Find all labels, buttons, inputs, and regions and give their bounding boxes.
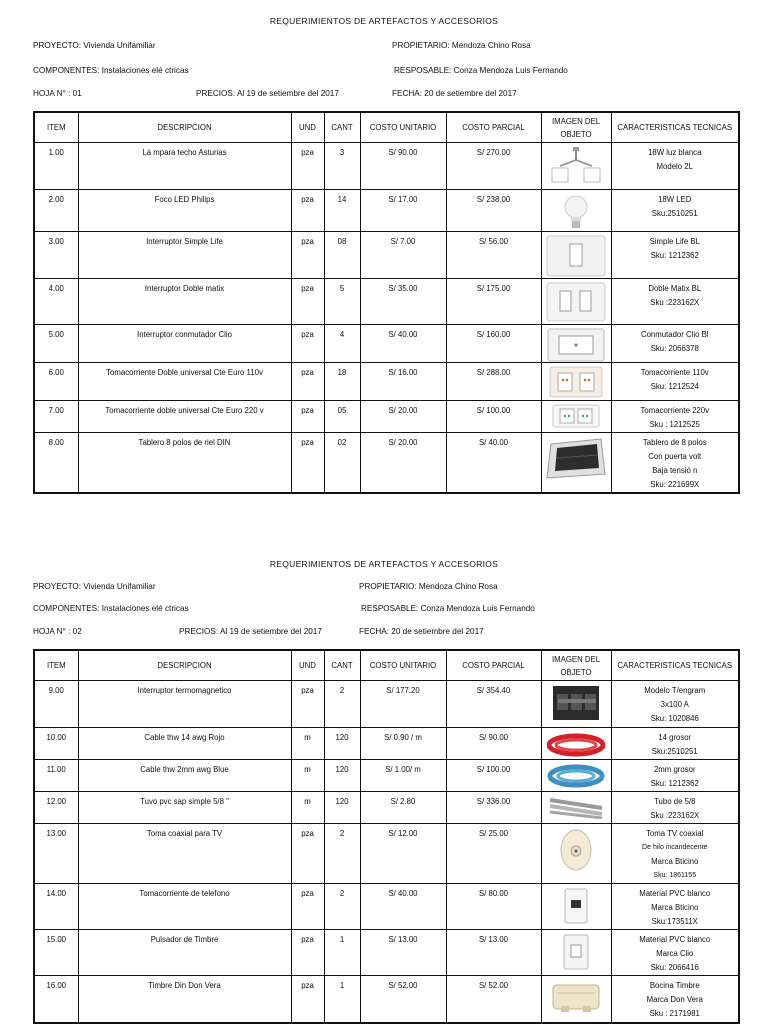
- spec-line: Tablero de 8 polos: [642, 437, 707, 447]
- spec-line: Sku: 2066416: [650, 962, 699, 972]
- spec-line: Bocina Timbre: [649, 980, 700, 990]
- header-object-image: IMAGEN DEL OBJETO: [541, 112, 611, 142]
- spec-line: Sku : 1212525: [649, 419, 700, 429]
- specs-cell: [611, 680, 739, 727]
- spec-line: Marca Bticino: [651, 856, 699, 866]
- item-cell: 15.00: [34, 929, 78, 975]
- description-cell: Interruptor conmutador Clio: [78, 324, 291, 362]
- table-row: [34, 929, 739, 975]
- header-partial-cost: COSTO PARCIAL: [446, 650, 541, 680]
- spec-line: Sku:2510251: [651, 746, 698, 756]
- spec-line: Sku :223162X: [650, 297, 700, 307]
- item-cell: 6.00: [34, 362, 78, 400]
- quantity-cell: 3: [324, 142, 360, 189]
- unit-cell: pza: [291, 883, 324, 929]
- components-field: COMPONENTES: Instalaciones elé ctricas: [33, 604, 189, 613]
- spec-line: Tubo de 5/8: [654, 796, 696, 806]
- pvc-pipe-image: [541, 791, 611, 823]
- owner-field: PROPIETARIO: Mendoza Chino Rosa: [392, 41, 531, 50]
- description-cell: Foco LED Philips: [78, 189, 291, 231]
- unit-cell: pza: [291, 231, 324, 278]
- partial-cost-cell: S/ 90.00: [446, 727, 541, 759]
- requirements-table: [33, 649, 740, 1024]
- description-cell: Tomacorriente de telefono: [78, 883, 291, 929]
- table-row: [34, 759, 739, 791]
- coaxial-outlet-image: [541, 823, 611, 883]
- sheet-title: REQUERIMIENTOS DE ARTEFACTOS Y ACCESORIOS: [269, 16, 499, 26]
- project-field: PROYECTO: Vivienda Unifamiliar: [33, 582, 156, 591]
- spec-line: Sku: 1212362: [650, 250, 699, 260]
- doorbell-chime-image: [541, 975, 611, 1023]
- spec-line: 14 grosor: [658, 732, 692, 742]
- unit-cell: m: [291, 791, 324, 823]
- header-item: ITEM: [34, 650, 78, 680]
- unit-cell: pza: [291, 929, 324, 975]
- specs-cell: [611, 727, 739, 759]
- description-cell: Tomacorriente Doble universal Cte Euro 110v: [78, 362, 291, 400]
- specs-cell: [611, 823, 739, 883]
- blue-cable-image: [541, 759, 611, 791]
- spec-line: Modelo T/engram: [644, 685, 706, 695]
- unit-cell: pza: [291, 400, 324, 432]
- spec-line: 18W luz blanca: [648, 147, 702, 157]
- header-unit: UND: [291, 112, 324, 142]
- spec-line: Marca Clio: [656, 948, 694, 958]
- sheet-number-field: HOJA N° : 02: [33, 627, 82, 636]
- unit-cell: m: [291, 727, 324, 759]
- spec-line: De hilo incandecente: [642, 843, 708, 851]
- unit-cost-cell: S/ 40.00: [360, 883, 446, 929]
- partial-cost-cell: S/ 160.00: [446, 324, 541, 362]
- spec-line: Sku :223162X: [650, 810, 700, 820]
- description-cell: Tablero 8 polos de riel DIN: [78, 432, 291, 493]
- spec-line: Marca Don Vera: [646, 994, 703, 1004]
- spec-line: Simple Life BL: [649, 236, 700, 246]
- spec-line: Con puerta volt: [648, 451, 702, 461]
- date-field: FECHA: 20 de setiembre del 2017: [359, 627, 484, 636]
- red-cable-image: [541, 727, 611, 759]
- partial-cost-cell: S/ 288.00: [446, 362, 541, 400]
- phone-outlet-image: [541, 883, 611, 929]
- partial-cost-cell: S/ 40.00: [446, 432, 541, 493]
- partial-cost-cell: S/ 336.00: [446, 791, 541, 823]
- partial-cost-cell: S/ 238.00: [446, 189, 541, 231]
- spec-line: 2mm grosor: [653, 764, 696, 774]
- spec-line: Tomacorriente 110v: [640, 367, 709, 377]
- description-cell: Tuvo pvc sap simple 5/8 ": [78, 791, 291, 823]
- item-cell: 16.00: [34, 975, 78, 1023]
- quantity-cell: 5: [324, 278, 360, 324]
- unit-cost-cell: S/ 177.20: [360, 680, 446, 727]
- unit-cost-cell: S/ 0.90 / m: [360, 727, 446, 759]
- table-row: [34, 680, 739, 727]
- spec-line: Sku:2510251: [651, 208, 698, 218]
- partial-cost-cell: S/ 354.40: [446, 680, 541, 727]
- partial-cost-cell: S/ 56.00: [446, 231, 541, 278]
- unit-cell: pza: [291, 432, 324, 493]
- item-cell: 3.00: [34, 231, 78, 278]
- quantity-cell: 120: [324, 727, 360, 759]
- sheet-number-field: HOJA N° : 01: [33, 89, 82, 98]
- spec-line: Toma TV coaxial: [646, 828, 704, 838]
- table-row: [34, 883, 739, 929]
- unit-cost-cell: S/ 20.00: [360, 400, 446, 432]
- item-cell: 1.00: [34, 142, 78, 189]
- quantity-cell: 02: [324, 432, 360, 493]
- unit-cell: pza: [291, 278, 324, 324]
- header-unit-cost: COSTO UNITARIO: [360, 650, 446, 680]
- partial-cost-cell: S/ 25.00: [446, 823, 541, 883]
- quantity-cell: 2: [324, 883, 360, 929]
- project-field: PROYECTO: Vivienda Unifamiliar: [33, 41, 156, 50]
- description-cell: Cable thw 2mm awg Blue: [78, 759, 291, 791]
- header-description: DESCRIPCION: [78, 112, 291, 142]
- partial-cost-cell: S/ 13.00: [446, 929, 541, 975]
- description-cell: Interruptor Doble matix: [78, 278, 291, 324]
- responsible-field: RESPOSABLE: Conza Mendoza Luis Fernando: [394, 66, 568, 75]
- table-row: [34, 823, 739, 883]
- description-cell: Tomacorriente doble universal Cte Euro 220 v: [78, 400, 291, 432]
- unit-cost-cell: S/ 20.00: [360, 432, 446, 493]
- header-unit: UND: [291, 650, 324, 680]
- spec-line: 18W LED: [658, 194, 692, 204]
- item-cell: 13.00: [34, 823, 78, 883]
- unit-cost-cell: S/ 90.00: [360, 142, 446, 189]
- unit-cell: pza: [291, 975, 324, 1023]
- partial-cost-cell: S/ 80.00: [446, 883, 541, 929]
- spec-line: Baja tensió n: [652, 465, 698, 475]
- spec-line: Sku: 1212362: [650, 778, 699, 788]
- spec-line: 3x100 A: [660, 699, 689, 709]
- header-technical-specs: CARACTERISTICAS TECNICAS: [611, 112, 739, 142]
- item-cell: 8.00: [34, 432, 78, 493]
- spec-line: Doble Matix BL: [648, 283, 702, 293]
- item-cell: 7.00: [34, 400, 78, 432]
- quantity-cell: 18: [324, 362, 360, 400]
- prices-date-field: PRECIOS: Al 19 de setiembre del 2017: [196, 89, 339, 98]
- item-cell: 10.00: [34, 727, 78, 759]
- spec-line: Material PVC blanco: [639, 934, 711, 944]
- unit-cost-cell: S/ 52.00: [360, 975, 446, 1023]
- spec-line: Marca Bticino: [651, 902, 699, 912]
- unit-cost-cell: S/ 35.00: [360, 278, 446, 324]
- unit-cell: pza: [291, 324, 324, 362]
- sheet-title: REQUERIMIENTOS DE ARTEFACTOS Y ACCESORIOS: [269, 559, 499, 569]
- spec-line: Sku: 221699X: [650, 479, 700, 489]
- header-quantity: CANT: [324, 650, 360, 680]
- spec-line: Sku: 1212524: [650, 381, 699, 391]
- table-row: [34, 975, 739, 1023]
- partial-cost-cell: S/ 52.00: [446, 975, 541, 1023]
- partial-cost-cell: S/ 270.00: [446, 142, 541, 189]
- specs-cell: [611, 929, 739, 975]
- quantity-cell: 1: [324, 929, 360, 975]
- quantity-cell: 120: [324, 759, 360, 791]
- partial-cost-cell: S/ 100.00: [446, 759, 541, 791]
- doorbell-button-image: [541, 929, 611, 975]
- item-cell: 12.00: [34, 791, 78, 823]
- description-cell: Pulsador de Timbre: [78, 929, 291, 975]
- unit-cell: pza: [291, 823, 324, 883]
- description-cell: Toma coaxial para TV: [78, 823, 291, 883]
- unit-cell: pza: [291, 680, 324, 727]
- specs-cell: [611, 975, 739, 1023]
- unit-cost-cell: S/ 2.80: [360, 791, 446, 823]
- spec-line: Sku: 1020846: [650, 713, 699, 723]
- unit-cell: pza: [291, 142, 324, 189]
- specs-cell: [611, 791, 739, 823]
- unit-cost-cell: S/ 12.00: [360, 823, 446, 883]
- header-object-image: IMAGEN DEL OBJETO: [541, 650, 611, 680]
- header-description: DESCRIPCION: [78, 650, 291, 680]
- item-cell: 11.00: [34, 759, 78, 791]
- header-unit-cost: COSTO UNITARIO: [360, 112, 446, 142]
- date-field: FECHA: 20 de setiembre del 2017: [392, 89, 517, 98]
- unit-cell: pza: [291, 189, 324, 231]
- specs-cell: [611, 759, 739, 791]
- item-cell: 14.00: [34, 883, 78, 929]
- quantity-cell: 05: [324, 400, 360, 432]
- unit-cost-cell: S/ 17.00: [360, 189, 446, 231]
- quantity-cell: 08: [324, 231, 360, 278]
- responsible-field: RESPOSABLE: Conza Mendoza Luis Fernando: [361, 604, 535, 613]
- quantity-cell: 2: [324, 680, 360, 727]
- quantity-cell: 14: [324, 189, 360, 231]
- description-cell: Lá mpara techo Asturias: [78, 142, 291, 189]
- item-cell: 5.00: [34, 324, 78, 362]
- spec-line: Sku: 1861155: [653, 871, 697, 879]
- header-technical-specs: CARACTERISTICAS TECNICAS: [611, 650, 739, 680]
- description-cell: Timbre Din Don Vera: [78, 975, 291, 1023]
- header-item: ITEM: [34, 112, 78, 142]
- quantity-cell: 4: [324, 324, 360, 362]
- spec-line: Sku : 2171981: [649, 1008, 700, 1018]
- table-row: [34, 791, 739, 823]
- header-partial-cost: COSTO PARCIAL: [446, 112, 541, 142]
- spec-line: Material PVC blanco: [639, 888, 711, 898]
- components-field: COMPONENTES: Instalaciones elé ctricas: [33, 66, 189, 75]
- header-quantity: CANT: [324, 112, 360, 142]
- unit-cell: m: [291, 759, 324, 791]
- unit-cost-cell: S/ 13.00: [360, 929, 446, 975]
- prices-date-field: PRECIOS: Al 19 de setiembre del 2017: [179, 627, 322, 636]
- quantity-cell: 2: [324, 823, 360, 883]
- quantity-cell: 120: [324, 791, 360, 823]
- unit-cost-cell: S/ 16.00: [360, 362, 446, 400]
- table-row: [34, 727, 739, 759]
- spec-line: Conmutador Clio Bl: [640, 329, 709, 339]
- item-cell: 4.00: [34, 278, 78, 324]
- owner-field: PROPIETARIO: Mendoza Chino Rosa: [359, 582, 498, 591]
- unit-cost-cell: S/ 7.00: [360, 231, 446, 278]
- unit-cell: pza: [291, 362, 324, 400]
- item-cell: 2.00: [34, 189, 78, 231]
- specs-cell: [611, 883, 739, 929]
- unit-cost-cell: S/ 1.00/ m: [360, 759, 446, 791]
- quantity-cell: 1: [324, 975, 360, 1023]
- item-cell: 9.00: [34, 680, 78, 727]
- partial-cost-cell: S/ 175.00: [446, 278, 541, 324]
- spec-line: Sku: 2066378: [650, 343, 699, 353]
- description-cell: Interruptor termomagnetico: [78, 680, 291, 727]
- spec-line: Tomacorriente 220v: [640, 405, 709, 415]
- spec-line: Modelo 2L: [656, 161, 693, 171]
- spec-line: Sku:173511X: [651, 916, 698, 926]
- table-header-row: [34, 650, 739, 680]
- partial-cost-cell: S/ 100.00: [446, 400, 541, 432]
- breaker-image: [541, 680, 611, 727]
- description-cell: Cable thw 14 awg Rojo: [78, 727, 291, 759]
- description-cell: Interruptor Simple Life: [78, 231, 291, 278]
- unit-cost-cell: S/ 40.00: [360, 324, 446, 362]
